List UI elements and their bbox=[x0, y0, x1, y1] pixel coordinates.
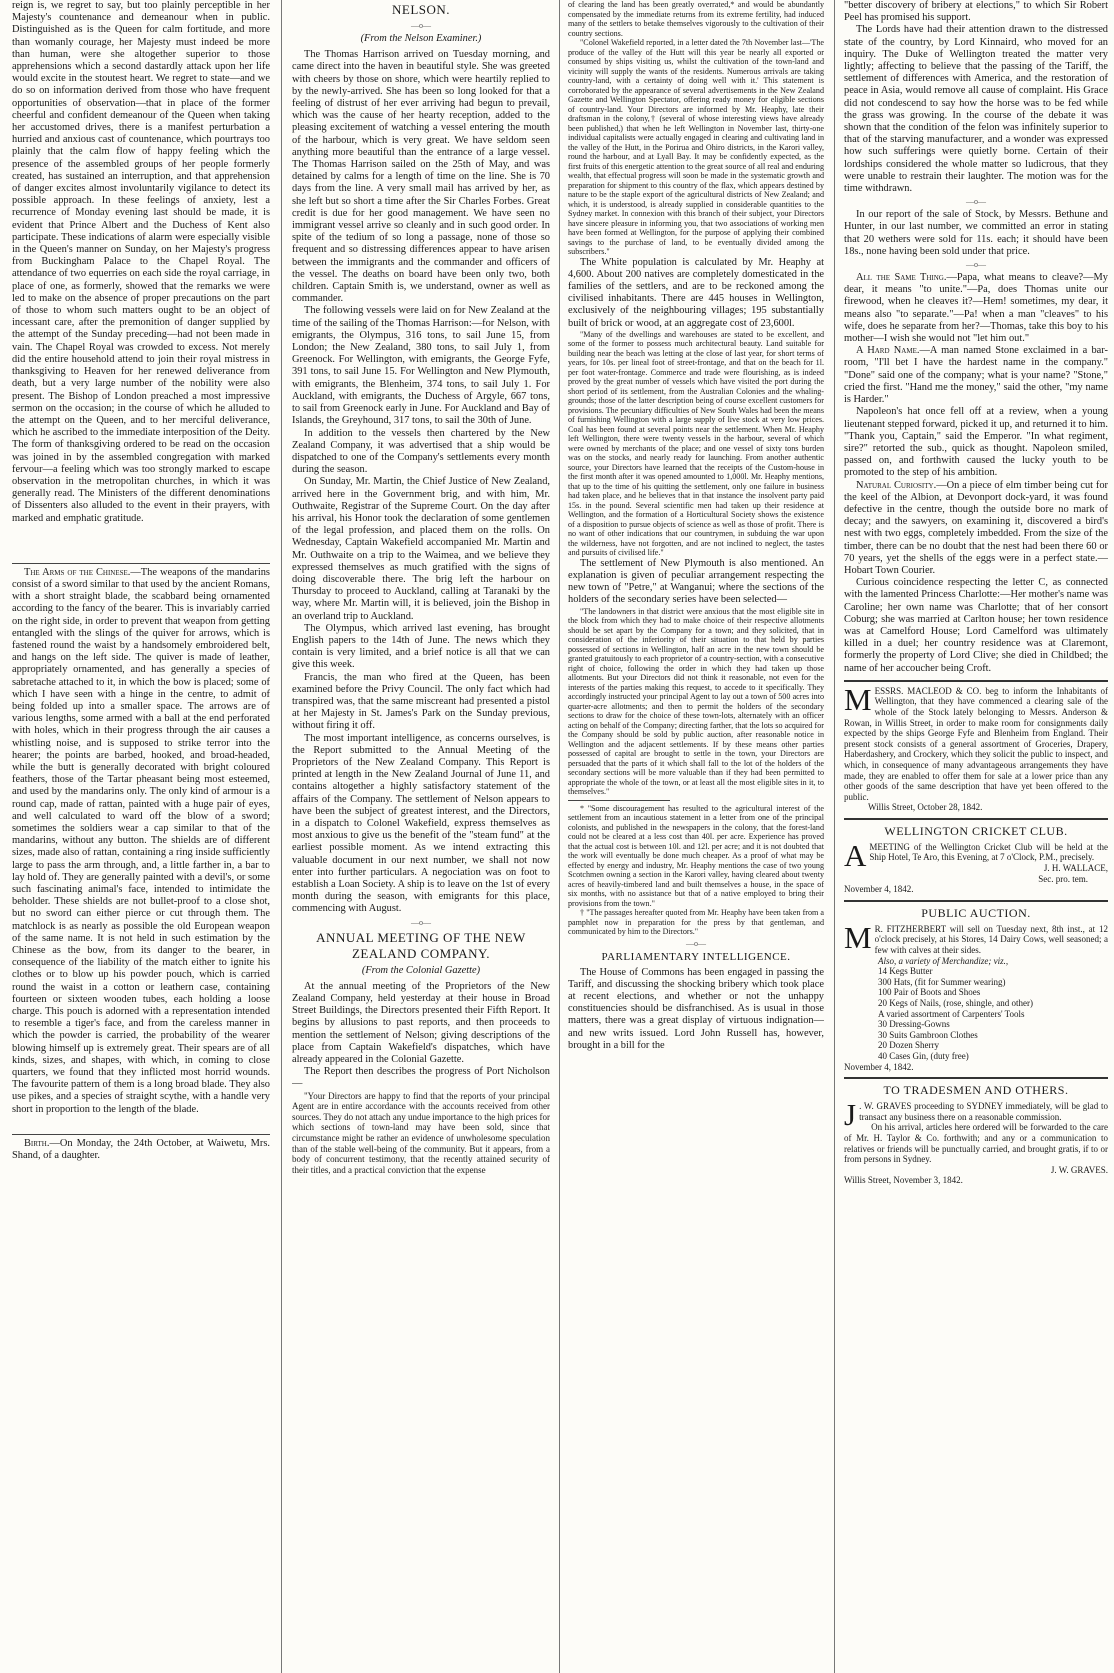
paragraph: At the annual meeting of the Proprietors of the New Zealand Company, held yesterday at their house in Broad Street Buildings, the Directors presented their Fifth Report. It begins by allusions to past reports, and then proceeds to mention the settlement of Nelson; giving descriptions of the place from Captain Wakefield's dispatches, which have already appeared in the Colonial Gazette. bbox=[292, 980, 550, 1066]
paragraph: "Colonel Wakefield reported, in a letter dated the 7th November last—'The produce of the valley of the Hutt will this year be nearly all exported or consumed by ships visiting us, whilst the cultivation of the town-land and vicinity will supply the wants of the residents. Numerous arrivals are taking country-land, with a certainty of doing well with it.' This statement is corroborated by the appearance of several advertisements in the New Zealand Gazette and Wellington Spectator, offering ready money for eligible sections of country-land. Your Directors are informed by Mr. Heaphy, late their draftsman in the colony,† (several of whose interesting views have already been published,) that when he left Wellington in November last, thirty-one individual capitalists were actually engaged in clearing and cultivating land in the valley of the Hutt, in the Porirua and Ohiro districts, in the Karori valley, round the harbour, and at Lyall Bay. It may be confidently expected, as the first fruits of this energetic attention to the great source of all real and enduring wealth, that effectual progress will soon be made in the systematic growth and preparation for shipment to this country of the flax, which appears destined by nature to be the staple export of the agricultural districts of New Zealand; and which, it is understood, is already supplied in considerable quantities to the Sydney market. In connexion with this branch of their subject, your Directors have sincere pleasure in informing you, that two associations of working men have been formed at Wellington, for the purpose of applying their combined savings to the purchase of land, to be eventually divided among the subscribers." bbox=[568, 38, 824, 256]
ad-signature-role: Sec. pro. tem. bbox=[1038, 873, 1088, 884]
paragraph: "The landowners in that district were anxious that the most eligible site in the block from which they had to make choice of their respective allotments should be set apart by the Company for a town; and they solicited, that in consideration of the inferiority of their situation to that held by parties possessed of sections in Wellington, half an acre in the new town should be granted gratuitously to each proprietor of a country-section, with a consecutive right of choice, following the order in which they had taken up those allotments. But your Directors did not think it reasonable, not even for the interests of the parties making this request, to accede to it specifically. They accordingly instructed your principal Agent to lay out a town of 500 acres into quarter-acre allotments; and then to permit the holders of the secondary sections to draw for the choice of these town-lots, alternately with an officer acting on behalf of the Company; directing farther, that the lots so acquired for the Company should be sold by public auction, after reasonable notice in Wellington and the adjacent settlements. If by these means other parties possessed of capital are brought to settle in the town, your Directors are persuaded that the parts of it which shall fall to the lot of the holders of the secondary sections will be more valuable than if they had been permitted to appropriate the whole of the town, or at least all the most eligible sites in it, to themselves." bbox=[568, 606, 824, 797]
ad-list-item: 20 Kegs of Nails, (rose, shingle, and other) bbox=[878, 998, 1033, 1009]
article-body: —The weapons of the mandarins consist of a sword similar to that used by the ancient Romans, with a short straight blade, the scabbard being ornamented according to the fancy of the bearer. This is invariably carried on the right side, in order to prevent that weapon from getting entangled with the slings of the quiver for arrows, which is fastened round the waist by a handsomely embroidered belt, and hangs on the left side. The quiver is made of leather, appropriately ornamented, and has generally a species of sabretache attached to it, in which the bow is placed; some of which I have seen with a hinge in the centre, to admit of being folded up into a smaller space. The arrows are of various lengths, some armed with a ball at the end perforated with holes, which in their progress through the air causes a whistling noise, and is supposed to strike terror into the hearer; the points are barbed, hooked, and broad-headed, while the butt is generally decorated with bright coloured feathers, those of the Tartar pheasant being most esteemed, and used by the mandarins only. The only kind of armour is a round cap, made of rattan, painted with a huge pair of eyes, and well calculated to ward off the blow of a sword; sometimes the soldiers wear a cap similar to that of the mandarins, without any button. The shields are of different sizes, made also of rattan, containing a ring inside sufficiently large to pass the arm through, and, a little farther in, a bar to lay hold of. They are generally painted with a devil's, or some such fascinating animal's face, intended to intimidate the beholder. These shields are not bullet-proof to a close shot, but no sword can either pierce or cut through them. The matchlock is as nearly as possible the old European weapon of the same name. It is not held in such estimation by the Chinese as the bow, from its danger to the bearer, in consequence of the liability of the match either to ignite his clothes or to blow up his powder pouch, which is carried round the waist in a cotton or leathern case, containing fourteen or sixteen wooden tubes, each holding a loose charge. This pouch is adorned with a representation intended to resemble a tiger's face, and from the careless manner in which the powder is carried, the probability of the wearer blowing himself up is extremely great. Their spears are of all kinds, sizes, and shapes, with which, in coming to close quarters, we found that they inflicted most horrid wounds. The favourite pattern of them is a long broad blade. They also use pikes, and a species of straight scythe, with a handle very short in proportion to the length of the blade. bbox=[12, 566, 270, 1115]
ad-list-item: 300 Hats, (fit for Summer wearing) bbox=[878, 976, 1006, 987]
drop-cap: M bbox=[844, 919, 872, 955]
paragraph: The Report then describes the progress of Port Nicholson— bbox=[292, 1066, 550, 1090]
ad-list-item: 20 Dozen Sherry bbox=[878, 1040, 939, 1051]
paragraph: On Sunday, Mr. Martin, the Chief Justice of New Zealand, arrived here in the Government brig, and with him, Mr. Outhwaite, Registrar of the Supreme Court. On the day after his arrival, his Honor took the declaration of some gentlemen of the legal profession, and placed them on the rolls. On Wednesday, Captain Wakefield accompanied Mr. Martin and Mr. Outhwaite on a trip to the Waimea, and we believe they expressed themselves as much gratified with the signs of doing discoverable there. The brig left the harbour on Thursday to proceed to Auckland, calling at Taranaki by the way, where Mr. Martin will, it is believed, join the Bishop in an overland trip to Auckland. bbox=[292, 476, 550, 622]
article-body: —A man named Stone exclaimed in a bar-room, "I'll bet I have the hardest name in the company." "Done" said one of the company; what is your name? "Stone," cried the first. "Hand me the money," said the other, "my name is Harder." bbox=[844, 345, 1108, 406]
ad-list-item: 30 Dressing-Gowns bbox=[878, 1019, 950, 1030]
separator: —o— bbox=[966, 197, 986, 207]
article-body: —On Monday, the 24th October, at Waiwetu, Mrs. Shand, of a daughter. bbox=[12, 1137, 270, 1162]
paragraph: The most important intelligence, as concerns ourselves, is the Report submitted to the Annual Meeting of the Proprietors of the New Zealand Company. This Report is printed at length in the New Zealand Journal of June 11, and contains altogether a highly satisfactory statement of the affairs of the Company. The settlement of Nelson appears to have been the subject of greatest interest, and the Directors, in a dispatch to Colonel Wakefield, express themselves as most anxious to give us the benefit of the "steam fund" at the earliest possible moment. As we intend extracting this valuable document in our next number, we shall not now enter into further particulars. A negociation was on foot to establish a Loan Society. A ship is to leave on the 1st of every month during the season, with emigrants for this place, commencing with August. bbox=[292, 732, 550, 915]
article-title: NELSON. bbox=[391, 2, 451, 17]
paragraph: "Many of the dwellings and warehouses are stated to be excellent, and some of the former to possess much architectural beauty. Land suitable for building near the beach was letting at the close of last year, for short terms of years, for 10s. per lineal foot of street-frontage, and that on the beach for 1l. per foot water-frontage. Commerce and trade were flourishing, as is indeed proved by the great number of vessels which have visited the port during the short period of its settlement, from the Australian Colonies and the whaling-grounds; those of the latter description being of course excellent customers for provisions. The pecuniary difficulties of New South Wales had been the means of furnishing Wellington with a large supply of live stock at very low prices. Coal has been found at several points near the settlement. When Mr. Heaphy left Wellington, there were twenty vessels in the harbour, several of which were owned by merchants of the place; and one vessel of sixty tons burden was on the stocks, and nearly ready for launching. From another authentic source, your Directors have learned that the receipts of the Custom-house in the first month after it was opened amounted to 1,000l. Mr. Heaphy mentions, that up to the time of his quitting the settlement, only one failure in business had taken place, and he believes that in that instance the insolvent party paid 15s. in the pound. Several scientific men had taken up their residence at Wellington, and the formation of a Horticultural Society shows the existence of a disposition to pursue objects of science as well as those of profit. There is no want of other indications that our countrymen, in subduing the war upon the wilderness, have not forgotten, and are not inclined to neglect, the tastes and pursuits of civilised life." bbox=[568, 329, 824, 558]
ad-title: TO TRADESMEN AND OTHERS. bbox=[883, 1083, 1069, 1098]
article-title: PARLIAMENTARY INTELLIGENCE. bbox=[601, 950, 791, 963]
column-rule bbox=[834, 0, 835, 1673]
ad-list-item: 40 Cases Gin, (duty free) bbox=[878, 1050, 969, 1061]
paragraph: Napoleon's hat once fell off at a review, when a young lieutenant stepped forward, picked it up, and returned it to him. "Thank you, Captain," said the Emperor. "In what regiment, sire?" retorted the sub., quick as thought. Napoleon smiled, passed on, and forthwith caused the lucky youth to be promoted to the step of his ambition. bbox=[844, 406, 1108, 479]
footnote: * "Some discouragement has resulted to the agricultural interest of the settlement from an incautious statement in a letter from one of the principal colonists, and published in the newspapers in the colony, that the forest-land could not be cleared at a less cost than 40l. per acre. Experience has proved that the actual cost is between 10l. and 12l. per acre; and it is not doubted that the work will eventually be done much cheaper. As a proof of what may be effected by energy and industry, Mr. Heaphy mentions the case of two young Scotchmen owning a section in the Karori valley, having cleared about twenty acres of heavily-timbered land and built themselves a house, in the space of six months, with no assistance but that of a native employed to bring their provisions from the town." bbox=[568, 803, 824, 908]
ad-subhead: Also, a variety of Merchandize; viz., bbox=[878, 955, 1009, 966]
article-title: All the Same Thing. bbox=[856, 272, 947, 284]
ad-list-item: A varied assortment of Carpenters' Tools bbox=[878, 1008, 1025, 1019]
ad-body: R. FITZHERBERT will sell on Tuesday next, 8th inst., at 12 o'clock precisely, at his Stores, 14 Dairy Cows, well seasoned; a few with calves at their sides. bbox=[874, 923, 1108, 956]
ad-date: Willis Street, November 3, 1842. bbox=[844, 1175, 963, 1186]
divider bbox=[844, 680, 1108, 682]
paragraph: The settlement of New Plymouth is also mentioned. An explanation is given of peculiar arrangement respecting the new town of "Petre," at Wanganui; where the sections of the holders of the secondary series have been selected— bbox=[568, 557, 824, 606]
advertisement-graves bbox=[844, 1083, 1108, 1186]
column-4 bbox=[844, 0, 1108, 1673]
paragraph: of clearing the land has been greatly overrated,* and would be abundantly compensated by the immediate returns from its extreme fertility, had induced many of the settlers to betake themselves vigorously to the cultivation of their country sections. bbox=[568, 0, 824, 38]
ad-list-item: 100 Pair of Boots and Shoes bbox=[878, 987, 981, 998]
paragraph: In our report of the sale of Stock, by Messrs. Bethune and Hunter, in our last number, we committed an error in stating that 20 wethers were sold for 11s. each; it should have been 18s., none having been sold under that price. bbox=[844, 209, 1108, 257]
article-arms-chinese bbox=[12, 567, 270, 1116]
divider bbox=[12, 563, 270, 564]
separator: —o— bbox=[686, 938, 706, 948]
column-1 bbox=[12, 0, 270, 1673]
article-body: —Papa, what means to cleave?—My dear, it means "to unite."—Pa, does Thomas unite our firewood, when he cleaves it?—Hem! sometimes, my dear, it means also "to separate."—Pa! when a man "cleaves" to his wife, does he separate from her?—Thomas, take this boy to his mother—I wish she would not "let him out." bbox=[844, 272, 1108, 345]
article-title: Natural Curiosity. bbox=[856, 479, 937, 491]
drop-cap: J bbox=[844, 1097, 857, 1133]
drop-cap: A bbox=[844, 837, 867, 873]
newspaper-page bbox=[8, 0, 1108, 1673]
article-title: ANNUAL MEETING OF THE NEW ZEALAND COMPANY. bbox=[316, 929, 526, 961]
ad-date: Willis Street, October 28, 1842. bbox=[868, 802, 983, 813]
separator: —o— bbox=[411, 917, 431, 927]
paragraph: Francis, the man who fired at the Queen, has been examined before the Privy Council. The only fact which had transpired was, that the same miscreant had presented a pistol at her Majesty in St. James's Park on the Sunday previous, without firing it off. bbox=[292, 671, 550, 732]
footnote: † "The passages hereafter quoted from Mr. Heaphy have been taken from a pamphlet now in preparation for the press by that gentleman, and communicated by him to the Directors." bbox=[568, 908, 824, 937]
column-rule bbox=[559, 0, 560, 1673]
advertisement-macleod bbox=[844, 681, 1108, 813]
ad-date: November 4, 1842. bbox=[844, 1061, 914, 1072]
paragraph: The White population is calculated by Mr. Heaphy at 4,600. About 200 natives are completely domesticated in the families of the settlers, and are to be reckoned among the civilised inhabitants. There are 445 houses in Wellington, exclusively of the neighbouring villages; 195 substantially built of brick or wood, at an aggregate cost of 23,600l. bbox=[568, 256, 824, 329]
paragraph: In addition to the vessels then chartered by the New Zealand Company, it was advertised that a ship would be dispatched to one of the Company's settlements every month during the season. bbox=[292, 427, 550, 476]
advertisement-cricket-club bbox=[844, 824, 1108, 895]
ad-body: ESSRS. MACLEOD & CO. beg to inform the Inhabitants of Wellington, that they have commenced a clearing sale of the whole of the Stock lately belonging to Messrs. Anderson & Rowan, in Willis Street, in order to make room for consignments daily expected by the ships George Fyfe and Blenheim from England. Their present stock consists of a general assortment of Groceries, Drapery, Haberdashery, and Crockery, which they solicit the public to inspect, and which, in consequence of many advantageous arrangements they have made, they are enabled to offer them for sale at a lower price than any other goods of the same description that have yet been offered to the public. bbox=[844, 685, 1108, 802]
paragraph: The Olympus, which arrived last evening, has brought English papers to the 14th of June. The news which they contain is very limited, and a brief notice is all that we can give this week. bbox=[292, 622, 550, 671]
divider bbox=[12, 1134, 270, 1135]
ad-date: November 4, 1842. bbox=[844, 884, 914, 895]
paragraph: "better discovery of bribery at elections," to which Sir Robert Peel has promised his support. bbox=[844, 0, 1108, 24]
column-rule bbox=[281, 0, 282, 1673]
paragraph: "Your Directors are happy to find that the reports of your principal Agent are in entire accordance with the accounts received from other sources. They do not attach any undue importance to the high prices for which sections of town-land may have been sold, since that circumstance might be rather an evidence of unwholesome speculation than of the stable well-being of the community. But it appears, from a body of concurrent testimony, that the recently attained security of their titles, and a practical conviction that the expense bbox=[292, 1090, 550, 1175]
ad-body: On his arrival, articles here ordered will be forwarded to the care of Mr. H. Taylor & Co. forthwith; and any or a communication to relatives or friends will be punctually carried, and brought gratis, if to or from persons in Sydney. bbox=[844, 1122, 1108, 1165]
advertisement-public-auction bbox=[844, 906, 1108, 1072]
article-same-thing bbox=[844, 272, 1108, 345]
article-title: Birth. bbox=[24, 1137, 50, 1149]
article-title: The Arms of the Chinese. bbox=[24, 566, 131, 578]
article-curiosity bbox=[844, 480, 1108, 578]
ad-signature: J. H. WALLACE, bbox=[1043, 863, 1108, 874]
paragraph: The Thomas Harrison arrived on Tuesday morning, and came direct into the haven in beautiful style. She was greeted with cheers by those on shore, which were heartily replied to by the newly-arrived. She has been so long looked for that a feeling of distrust of her ever arriving had begun to prevail, which was the cause of her hearty reception, added to the pleasing excitement of watching a vessel entering the mouth of the harbour, which is very great. We have seldom seen anything more beautiful than the entrance of a large vessel. The Thomas Harrison sailed on the 25th of May, and was detained by calms for a length of time on the line. She is 70 days from the line. A very small mail has arrived by her, as she left but so short a time after the Sir Charles Forbes. Great credit is due for her good management. We have seen no immigrant vessel arrive so cleanly and in such good order. In spite of the tedium of so long a passage, none of those so frequent and so distressing differences appear to have arisen between the immigrants and the commander and officers of the vessel. The deaths on board have been only two, both children. Captain Smith is, we understand, owner as well as commander. bbox=[292, 49, 550, 305]
column-2 bbox=[292, 0, 550, 1673]
article-source: (From the Nelson Examiner.) bbox=[360, 33, 482, 44]
ad-list-item: 30 Suits Gambroon Clothes bbox=[878, 1029, 978, 1040]
separator: —o— bbox=[411, 21, 431, 30]
paragraph: The following vessels were laid on for New Zealand at the time of the sailing of the Thomas Harrison:—for Nelson, with emigrants, the Olympus, 316 tons, to sail June 15, from London; the New Zealand, 380 tons, to sail July 1, from Greenock. For Wellington, with emigrants, the George Fyfe, 391 tons, to sail June 15. For Wellington and New Plymouth, with emigrants, the Blenheim, 374 tons, to sail July 1. For Auckland, with emigrants, the Duchess of Argyle, 667 tons, to sail from Greenock early in June. For Auckland and Bay of Islands, the Greyhound, 317 tons, to sail the 30th of June. bbox=[292, 305, 550, 427]
footnote-rule bbox=[568, 800, 670, 801]
paragraph: The House of Commons has been engaged in passing the Tariff, and discussing the shocking bribery which took place at recent elections, and whether or not the unhappy constituencies should be disfranchised. As is usual in those matters, there was a great display of virtuous indignation—and new writs issued. Lord John Russell has, however, brought in a bill for the bbox=[568, 966, 824, 1051]
ad-body: . W. GRAVES proceeding to SYDNEY immediately, will be glad to transact any business there on a reasonable commission. bbox=[859, 1101, 1108, 1122]
divider bbox=[844, 818, 1108, 820]
paragraph: The Lords have had their attention drawn to the distressed state of the country, by Lord Kinnaird, who moved for an inquiry. The Duke of Wellington treated the matter very lightly; affecting to believe that the passing of the Tariff, the settlement of differences with America, and the restoration of peace in Asia, would remove all cause of complaint. His Grace did not condescend to say how the horse was to be fed while the grass was growing. In the course of the debate it was shown that the condition of the felon was infinitely superior to that of the starving manufacturer, and a wonder was expressed how such sufferings were quietly borne. Certain of their lordships considered the whole matter so ludicrous, that they were unable to restrain their laughter. The motion was for the time withdrawn. bbox=[844, 24, 1108, 195]
separator: —o— bbox=[966, 260, 986, 270]
article-birth bbox=[12, 1138, 270, 1162]
article-body: —On a piece of elm timber being cut for the keel of the Albion, at Devonport dock-yard, it was found defective in the centre, though the outside bore no mark of decay; and the sawyers, on examining it, discovered a bird's nest with two eggs, completely imbedded. From the size of the timber, there can be no doubt that the nest had been there 60 or 70 years, yet the shells of the eggs were in a perfect state.—Hobart Town Courier. bbox=[844, 479, 1108, 576]
ad-signature: J. W. GRAVES. bbox=[1050, 1164, 1108, 1175]
divider bbox=[844, 1077, 1108, 1079]
ad-title: PUBLIC AUCTION. bbox=[921, 905, 1031, 920]
ad-list-item: 14 Kegs Butter bbox=[878, 966, 933, 977]
ad-body: MEETING of the Wellington Cricket Club will be held at the Ship Hotel, Te Aro, this Evening, at 7 o'Clock, P.M., precisely. bbox=[869, 841, 1108, 863]
ad-title: WELLINGTON CRICKET CLUB. bbox=[884, 823, 1068, 838]
divider bbox=[844, 900, 1108, 902]
drop-cap: M bbox=[844, 681, 872, 717]
article-hard-name bbox=[844, 345, 1108, 406]
article-title: A Hard Name. bbox=[856, 345, 920, 357]
paragraph: Curious coincidence respecting the letter C, as connected with the lamented Princess Charlotte:—Her mother's name was Caroline; her own name was Charlotte; that of her consort Coburg; she was married at Carlton house; her town residence was at Camelford House; Lord Camelford was ultimately killed in a duel; her country residence was at Claremont, formerly the property of Lord Clive; she died in Childbed; the name of her accoucher being Croft. bbox=[844, 577, 1108, 674]
article-queen: reign is, we regret to say, but too plainly perceptible in her Majesty's countenance and demeanour when in public. Distinguished as is the Queen for calm fortitude, and more than womanly courage, her Majesty must indeed be more than human, were she altogether superior to those apprehensions which a second dastardly attack upon her life would excite in the stoutest heart. We regret to state—and we do so on information derived from those who have frequent opportunities of observation—that in place of the former cheerful and confident demeanour of the Queen when taking her accustomed drives, there is a manifest perturbation a hurried and anxious cast of countenance, which pourtrays too plainly that the calm flow of happy feeling which the presence of the assembled groups of her people formerly created, has sustained an interruption, and that apprehension of danger excites almost involuntarily vigilance to detect its possible approach. In these feelings of anxiety, lest a recurrence of Monday evening last should be made, it is evident that Prince Albert and the Duchess of Kent also participate. These indications of alarm were especially visible in the Queen's manner on Sunday, on her Majesty's progress from Buckingham Palace to the Chapel Royal. The attendance of two equerries on each side the royal carriage, in place of one, as formerly, showed that the remarks we were led to make on the absence of proper precautions on the part of those to whom such matters ought to be an object of incessant care, after the premonition of danger supplied by the attempt of the Sunday preceding—had not been made in vain. The Chapel Royal was crowded to excess. Not merely did the entire household attend to join their royal mistress in thanksgiving to Heaven for her renewed deliverance from death, but a very large number of the nobility were also present. The Bishop of London preached a most impressive sermon on the occasion; in the course of which he alluded to the attempt on the Queen, and to her merciful deliverance, which he ascribed to the immediate interposition of the Deity. The form of thanksgiving ordered to be read on the occasion was joined in by the assembled congregation with marked fervour—a feeling which was too strongly marked to escape observation in the metropolitan churches, in which it was generally read. The Ministers of the different denominations of Dissenters also alluded to the event in their prayers, with marked and emphatic gratitude. bbox=[12, 0, 270, 524]
column-3 bbox=[568, 0, 824, 1673]
article-source: (From the Colonial Gazette) bbox=[361, 964, 481, 976]
